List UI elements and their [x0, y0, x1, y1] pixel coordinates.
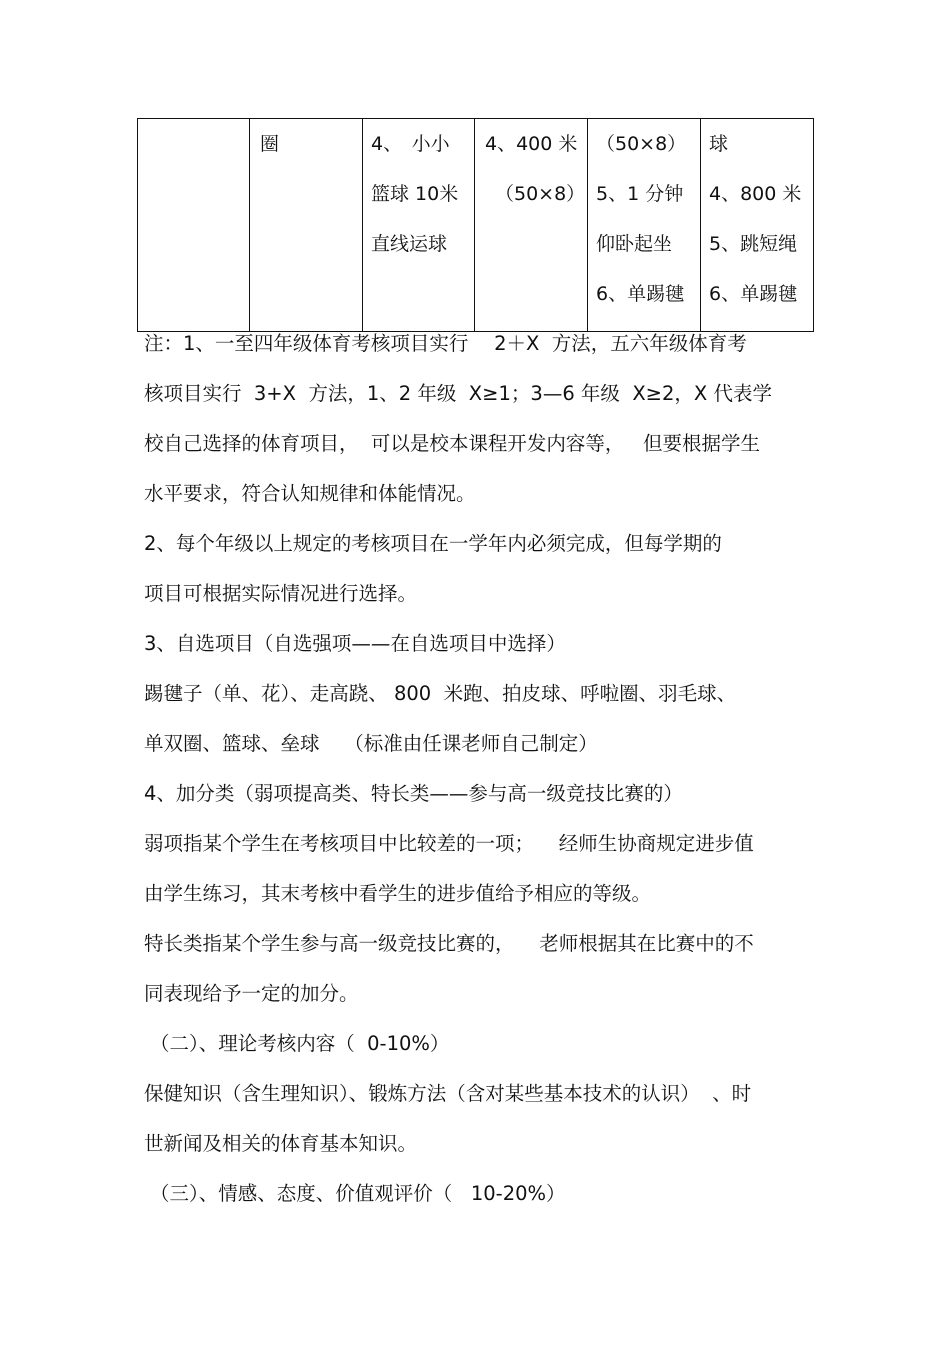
cell-line: （50×8） — [596, 133, 687, 155]
note-line: 核项目实行 3+X 方法，1、2 年级 X≥1；3—6 年级 X≥2，X 代表学 — [144, 382, 772, 405]
note-line: 校自己选择的体育项目， 可以是校本课程开发内容等， 但要根据学生 — [144, 432, 760, 455]
section-heading: 4、加分类（弱项提高类、特长类——参与高一级竞技比赛的） — [144, 782, 683, 805]
note-line: 特长类指某个学生参与高一级竞技比赛的， 老师根据其在比赛中的不 — [144, 932, 754, 955]
note-line: 同表现给予一定的加分。 — [144, 982, 359, 1005]
note-line: 由学生练习，其末考核中看学生的进步值给予相应的等级。 — [144, 882, 652, 905]
note-line: 世新闻及相关的体育基本知识。 — [144, 1132, 418, 1155]
cell-line: 4、400 米 — [485, 133, 578, 155]
cell-line: 6、单踢毽 — [709, 283, 798, 305]
cell-line: 4、800 米 — [709, 183, 802, 205]
note-line: 弱项指某个学生在考核项目中比较差的一项； 经师生协商规定进步值 — [144, 832, 754, 855]
section-heading: （二）、理论考核内容（ 0-10%） — [150, 1032, 450, 1055]
table-cell-col3 — [363, 119, 475, 332]
cell-line: 5、1 分钟 — [596, 183, 684, 205]
table-cell-col2 — [250, 119, 363, 332]
cell-line: 圈 — [260, 133, 280, 155]
table-cell-col4 — [475, 119, 588, 332]
note-line: 项目可根据实际情况进行选择。 — [144, 582, 418, 605]
cell-line: 4、 小小 — [371, 133, 450, 155]
cell-line: （50×8） — [495, 183, 586, 205]
table-row — [138, 119, 814, 332]
cell-line: 6、单踢毽 — [596, 283, 685, 305]
assessment-table — [137, 118, 814, 332]
cell-line: 仰卧起坐 — [596, 233, 673, 255]
section-heading: 3、自选项目（自选强项——在自选项目中选择） — [144, 632, 566, 655]
table-cell-col5 — [588, 119, 701, 332]
note-line: 注：1、一至四年级体育考核项目实行 2＋X 方法，五六年级体育考 — [144, 332, 747, 355]
table-cell-col1 — [138, 119, 250, 332]
note-line: 单双圈、篮球、垒球 （标准由任课老师自己制定） — [144, 732, 598, 755]
table-cell-col6 — [701, 119, 814, 332]
note-line: 2、每个年级以上规定的考核项目在一学年内必须完成，但每学期的 — [144, 532, 722, 555]
section-heading: （三）、情感、态度、价值观评价（ 10-20%） — [150, 1182, 566, 1205]
note-line: 踢毽子（单、花）、走高跷、 800 米跑、拍皮球、呼啦圈、羽毛球、 — [144, 682, 737, 705]
note-line: 水平要求，符合认知规律和体能情况。 — [144, 482, 476, 505]
cell-line: 5、跳短绳 — [709, 233, 798, 255]
cell-line: 球 — [709, 133, 729, 155]
cell-line: 直线运球 — [371, 233, 448, 255]
note-line: 保健知识（含生理知识）、锻炼方法（含对某些基本技术的认识） 、时 — [144, 1082, 752, 1105]
cell-line: 篮球 10米 — [371, 183, 459, 205]
